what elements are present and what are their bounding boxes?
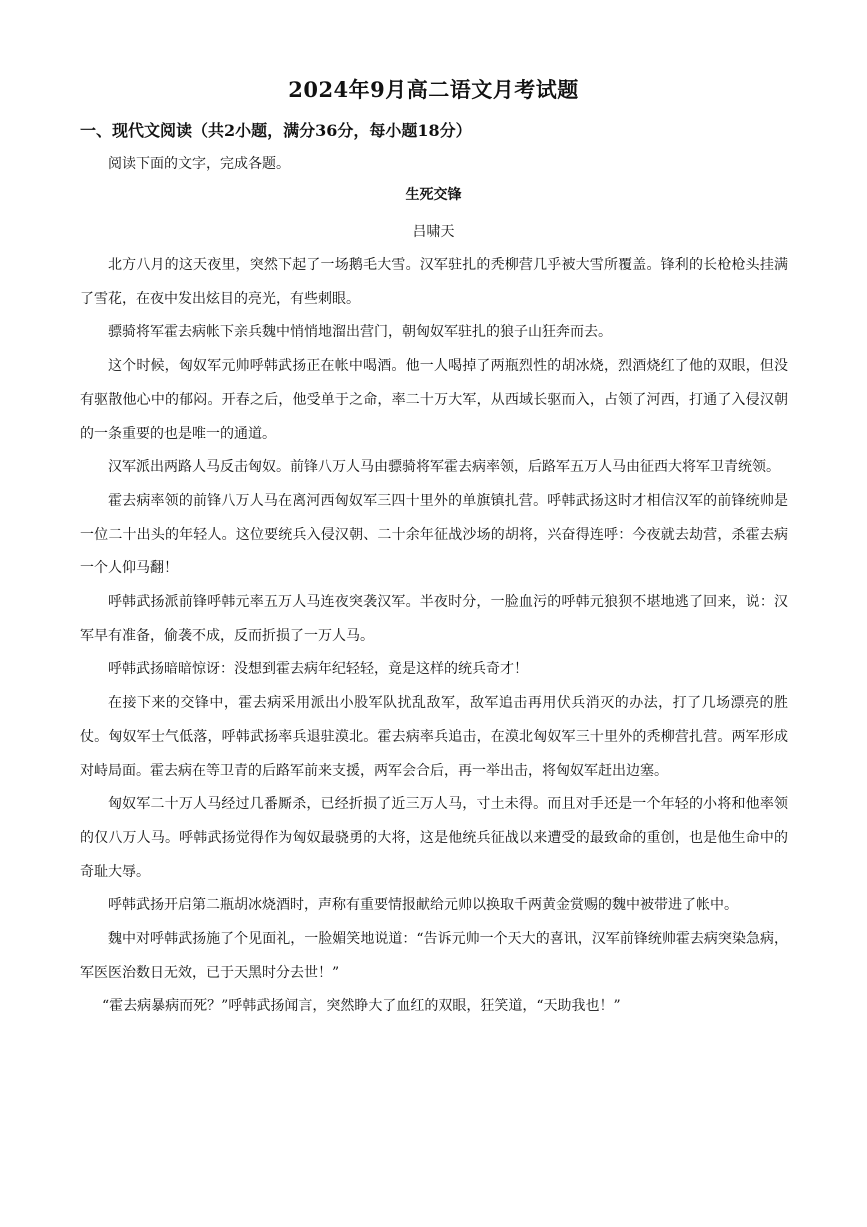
article-title: 生死交锋 (405, 187, 462, 203)
article-paragraph: 匈奴军二十万人马经过几番厮杀，已经折损了近三万人马，寸土未得。而且对手还是一个年轻的小将和他率领的仅八万人马。呼韩武扬觉得作为匈奴最骁勇的大将，这是他统兵征战以来遭受的最致命的重创，也是他生命中的奇耻大辱。 (80, 796, 788, 880)
article-paragraph: 呼韩武扬暗暗惊讶：没想到霍去病年纪轻轻，竟是这样的统兵奇才！ (108, 661, 528, 678)
reading-instruction: 阅读下面的文字，完成各题。 (108, 156, 290, 172)
article-paragraph: 魏中对呼韩武扬施了个见面礼，一脸媚笑地说道：“告诉元帅一个天大的喜讯，汉军前锋统帅霍去病突染急病，军医医治数日无效，已于天黑时分去世！” (80, 931, 788, 981)
article-author: 吕啸天 (412, 224, 455, 240)
article-paragraph: “霍去病暴病而死？”呼韩武扬闻言，突然睁大了血红的双眼，狂笑道，“天助我也！” (102, 998, 621, 1015)
article-paragraph: 呼韩武扬派前锋呼韩元率五万人马连夜突袭汉军。半夜时分，一脸血污的呼韩元狼狈不堪地逃了回来，说：汉军早有准备，偷袭不成，反而折损了一万人马。 (80, 594, 788, 644)
article-paragraph: 这个时候，匈奴军元帅呼韩武扬正在帐中喝酒。他一人喝掉了两瓶烈性的胡冰烧，烈酒烧红了他的双眼，但没有驱散他心中的郁闷。开春之后，他受单于之命，率二十万大军，从西域长驱而入，占领了河西，打通了入侵汉朝的一条重要的也是唯一的通道。 (80, 358, 788, 442)
article-paragraph: 呼韩武扬开启第二瓶胡冰烧酒时，声称有重要情报献给元帅以换取千两黄金赏赐的魏中被带进了帐中。 (108, 897, 738, 914)
article-body (80, 249, 788, 1024)
page-title: 2024年9月高二语文月考试题 (288, 77, 579, 102)
section-heading: 一、现代文阅读（共2小题，满分36分，每小题18分） (80, 121, 472, 140)
article-paragraph: 北方八月的这天夜里，突然下起了一场鹅毛大雪。汉军驻扎的秃柳营几乎被大雪所覆盖。锋利的长枪枪头挂满了雪花，在夜中发出炫目的亮光，有些刺眼。 (80, 257, 788, 307)
article-paragraph: 汉军派出两路人马反击匈奴。前锋八万人马由骠骑将军霍去病率领，后路军五万人马由征西大将军卫青统领。 (108, 459, 780, 476)
article-paragraph: 骠骑将军霍去病帐下亲兵魏中悄悄地溜出营门，朝匈奴军驻扎的狼子山狂奔而去。 (108, 324, 612, 341)
article-paragraph: 霍去病率领的前锋八万人马在离河西匈奴军三四十里外的单旗镇扎营。呼韩武扬这时才相信汉军的前锋统帅是一位二十出头的年轻人。这位要统兵入侵汉朝、二十余年征战沙场的胡将，兴奋得连呼：今夜就去劫营，杀霍去病一个人仰马翻！ (80, 492, 788, 577)
article-paragraph: 在接下来的交锋中，霍去病采用派出小股军队扰乱敌军，敌军追击再用伏兵消灭的办法，打了几场漂亮的胜仗。匈奴军士气低落，呼韩武扬率兵退驻漠北。霍去病率兵追击，在漠北匈奴军三十里外的秃柳营扎营。两军形成对峙局面。霍去病在等卫青的后路军前来支援，两军会合后，再一举出击，将匈奴军赶出边塞。 (80, 695, 788, 779)
